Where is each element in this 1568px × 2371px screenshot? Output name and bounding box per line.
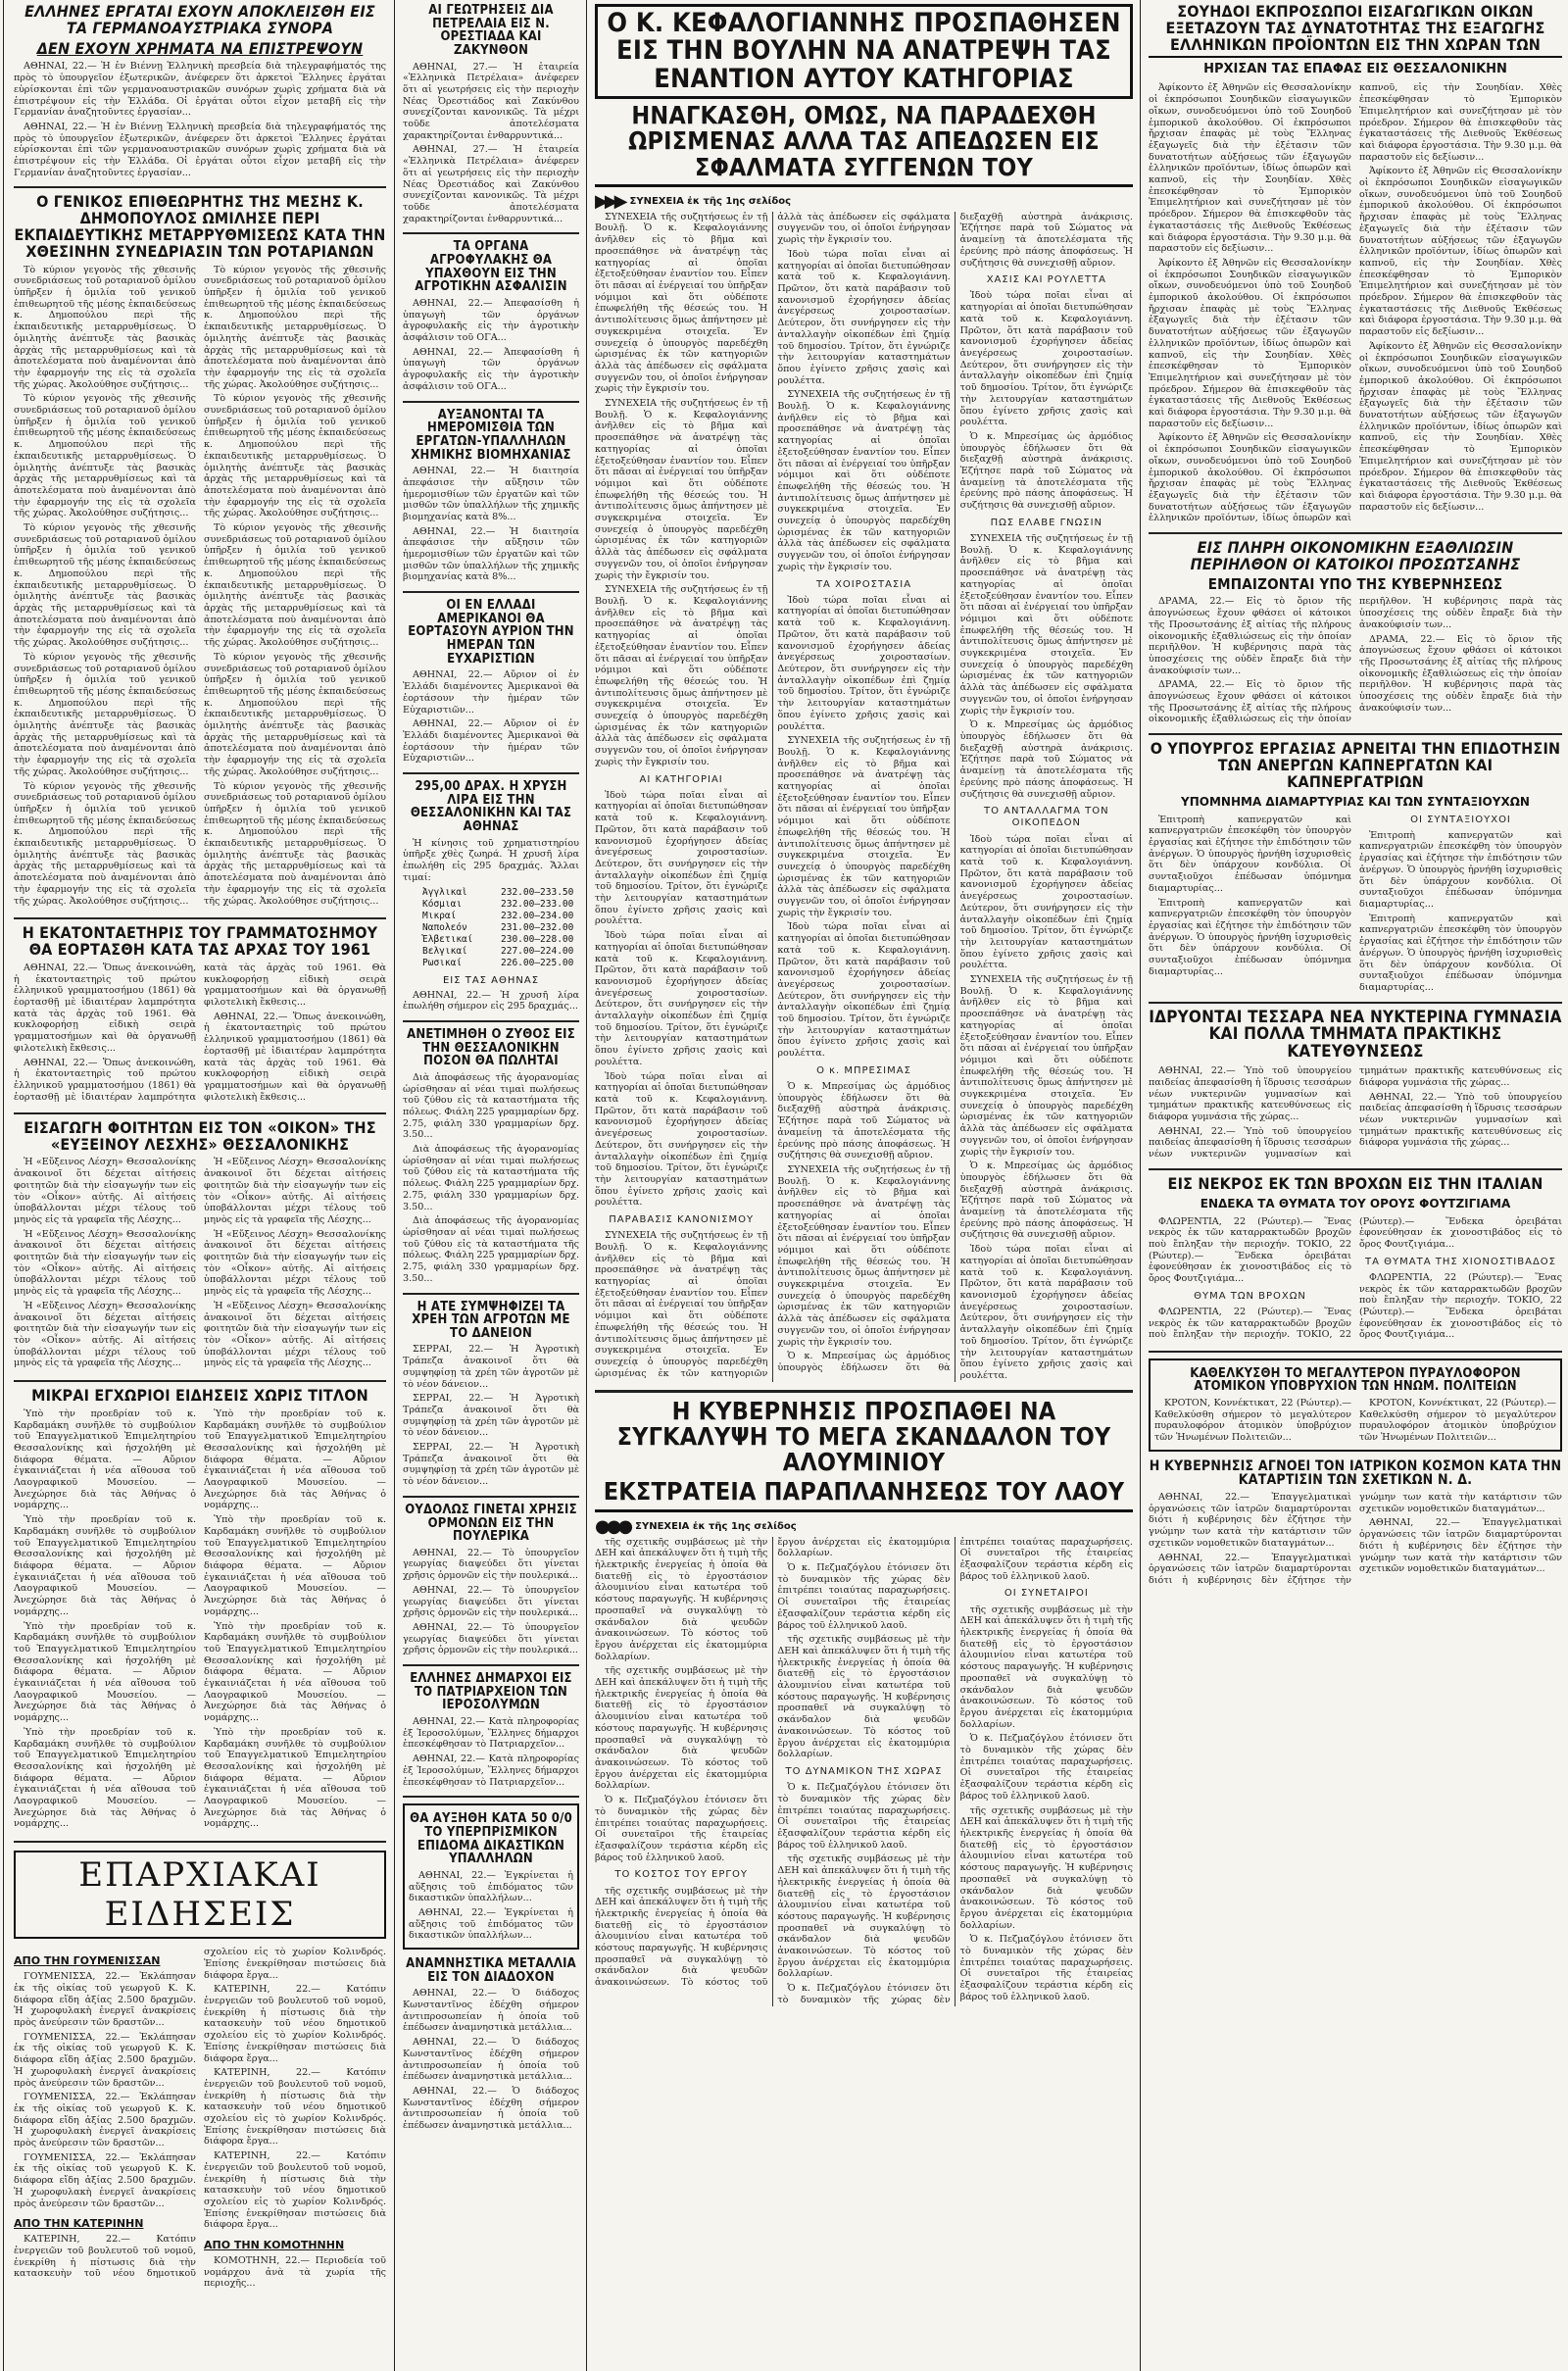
lead-columns: [589, 0, 1139, 2371]
article-body: ΔΡΑΜΑ, 22.— Εἰς τὸ ὅριον τῆς ἀπογνώσεως ἔχουν φθάσει οἱ κάτοικοι τῆς Προσωτσάνης ἐξ αἰτίας τῆς πλήρους οἰκονομικῆς ἐξαθλιώσεως εἰς τὴν ὁποίαν περιῆλθον. Ἡ κυβέρνησις παρὰ τὰς ὑποσχέσεις της οὐδὲν ἔπραξε διὰ τὴν ἀνακούφισίν των... ΔΡΑΜΑ, 22.— Εἰς τὸ ὅριον τῆς ἀπογνώσεως ἔχουν φθάσει οἱ κάτοικοι τῆς Προσωτσάνης ἐξ αἰτίας τῆς πλήρους οἰκονομικῆς ἐξαθλιώσεως εἰς τὴν ὁποίαν περιῆλθον. Ἡ κυβέρνησις παρὰ τὰς ὑποσχέσεις της οὐδὲν ἔπραξε διὰ τὴν ἀνακούφισίν των... ΔΡΑΜΑ, 22.— Εἰς τὸ ὅριον τῆς ἀπογνώσεως ἔχουν φθάσει οἱ κάτοικοι τῆς Προσωτσάνης ἐξ αἰτίας τῆς πλήρους οἰκονομικῆς ἐξαθλιώσεως εἰς τὴν ὁποίαν περιῆλθον. Ἡ κυβέρνησις παρὰ τὰς ὑποσχέσεις της οὐδὲν ἔπραξε διὰ τὴν ἀνακούφισίν των...: [1149, 596, 1562, 725]
subheadline: ΥΠΟΜΝΗΜΑ ΔΙΑΜΑΡΤΥΡΙΑΣ ΚΑΙ ΤΩΝ ΣΥΝΤΑΞΙΟΥΧΩΝ: [1181, 794, 1530, 809]
article: [1149, 1173, 1562, 1343]
column-5: [1143, 0, 1568, 2371]
article-body: ΑΘΗΝΑΙ, 22.— Ἡ ἐν Βιέννῃ Ἑλληνικὴ πρεσβεία διὰ τηλεγραφήματός της πρὸς τὸ ὑπουργεῖον ἐξωτερικῶν, ἀνέφερεν ὅτι ἀρκετοὶ Ἕλληνες ἐργάται εὑρίσκονται ἐπὶ τῶν γερμανοαυστριακῶν συνόρων χωρὶς χρήματα διὰ νὰ ἐπιστρέψουν εἰς τὴν Ἑλλάδα. Οἱ ἐργάται οὗτοι εἶχον μεταβῆ εἰς τὴν Γερμανίαν ἀναζητοῦντες ἐργασίαν... ΑΘΗΝΑΙ, 22.— Ἡ ἐν Βιέννῃ Ἑλληνικὴ πρεσβεία διὰ τηλεγραφήματός της πρὸς τὸ ὑπουργεῖον ἐξωτερικῶν, ἀνέφερεν ὅτι ἀρκετοὶ Ἕλληνες ἐργάται εὑρίσκονται ἐπὶ τῶν γερμανοαυστριακῶν συνόρων χωρὶς χρήματα διὰ νὰ ἐπιστρέψουν εἰς τὴν Ἑλλάδα. Οἱ ἐργάται οὗτοι εἶχον μεταβῆ εἰς τὴν Γερμανίαν ἀναζητοῦντες ἐργασίαν...: [14, 61, 386, 178]
headline: Ο ΓΕΝΙΚΟΣ ΕΠΙΘΕΩΡΗΤΗΣ ΤΗΣ ΜΕΣΗΣ Κ. ΔΗΜΟΠΟΥΛΟΣ ΩΜΙΛΗΣΕ ΠΕΡΙ ΕΚΠΑΙΔΕΥΤΙΚΗΣ ΜΕΤΑΡΡΥΘΜΙΣΕΩΣ ΚΑΤΑ ΤΗΝ ΧΘΕΣΙΝΗΝ ΣΥΝΕΔΡΙΑΣΙΝ ΤΩΝ ΡΟΤΑΡΙΑΝΩΝ: [14, 192, 386, 261]
table-row: Ἑλβετικαί 230.00—228.00: [422, 933, 574, 945]
article: [14, 1117, 386, 1372]
headline: ΑΝΕΤΙΜΗΘΗ Ο ΖΥΘΟΣ ΕΙΣ ΤΗΝ ΘΕΣΣΑΛΟΝΙΚΗΝ ΠΟΣΟΝ ΘΑ ΠΩΛΗΤΑΙ: [407, 1026, 575, 1069]
article-body: ΚΡΟΤΟΝ, Κοννέκτικατ, 22 (Ρώυτερ).— Καθελκύσθη σήμερον τὸ μεγαλύτερον πυραυλοφόρον ἀτομικὸν ὑποβρύχιον τῶν Ἡνωμένων Πολιτειῶν... ΚΡΟΤΟΝ, Κοννέκτικατ, 22 (Ρώυτερ).— Καθελκύσθη σήμερον τὸ μεγαλύτερον πυραυλοφόρον ἀτομικὸν ὑποβρύχιον τῶν Ἡνωμένων Πολιτειῶν...: [1154, 1397, 1556, 1443]
headline: ΕΛΛΗΝΕΣ ΔΗΜΑΡΧΟΙ ΕΙΣ ΤΟ ΠΑΤΡΙΑΡΧΕΙΟΝ ΤΩΝ ΙΕΡΟΣΟΛΥΜΩΝ: [410, 1671, 572, 1713]
subheadline: ΕΜΠΑΙΖΟΝΤΑΙ ΥΠΟ ΤΗΣ ΚΥΒΕΡΝΗΣΕΩΣ: [1207, 574, 1503, 593]
article: [403, 1672, 579, 1788]
continuation-marker: ▶▶▶ ΣΥΝΕΧΕΙΑ ἐκ τῆς 1ης σελίδος: [595, 190, 792, 212]
article-body: Ἀφίκοντο ἐξ Ἀθηνῶν εἰς Θεσσαλονίκην οἱ ἐκπρόσωποι Σουηδικῶν εἰσαγωγικῶν οἴκων, συνοδευόμενοι ὑπὸ τοῦ Σουηδοῦ ἐμπορικοῦ ἀκολούθου. Οἱ ἐκπρόσωποι ἤρχισαν ἐπαφὰς μὲ τοὺς Ἕλληνας ἐξαγωγεῖς διὰ τὴν ἐξέτασιν τῶν δυνατοτήτων αὐξήσεως τῶν ἐξαγωγῶν ἑλληνικῶν προϊόντων, ἰδίως ὀπωρῶν καὶ καπνοῦ, εἰς τὴν Σουηδίαν. Χθὲς ἐπεσκέφθησαν τὸ Ἐμπορικὸν Ἐπιμελητήριον καὶ συνεζήτησαν μὲ τὸν πρόεδρον. Σήμερον θὰ ἐπισκεφθοῦν τὰς ἐγκαταστάσεις τῆς Διεθνοῦς Ἐκθέσεως καὶ διάφορα ἐργοστάσια. Τὴν 9.30 μ.μ. θὰ παραστοῦν εἰς δεξίωσιν... Ἀφίκοντο ἐξ Ἀθηνῶν εἰς Θεσσαλονίκην οἱ ἐκπρόσωποι Σουηδικῶν εἰσαγωγικῶν οἴκων, συνοδευόμενοι ὑπὸ τοῦ Σουηδοῦ ἐμπορικοῦ ἀκολούθου. Οἱ ἐκπρόσωποι ἤρχισαν ἐπαφὰς μὲ τοὺς Ἕλληνας ἐξαγωγεῖς διὰ τὴν ἐξέτασιν τῶν δυνατοτήτων αὐξήσεως τῶν ἐξαγωγῶν ἑλληνικῶν προϊόντων, ἰδίως ὀπωρῶν καὶ καπνοῦ, εἰς τὴν Σουηδίαν. Χθὲς ἐπεσκέφθησαν τὸ Ἐμπορικὸν Ἐπιμελητήριον καὶ συνεζήτησαν μὲ τὸν πρόεδρον. Σήμερον θὰ ἐπισκεφθοῦν τὰς ἐγκαταστάσεις τῆς Διεθνοῦς Ἐκθέσεως καὶ διάφορα ἐργοστάσια. Τὴν 9.30 μ.μ. θὰ παραστοῦν εἰς δεξίωσιν... Ἀφίκοντο ἐξ Ἀθηνῶν εἰς Θεσσαλονίκην οἱ ἐκπρόσωποι Σουηδικῶν εἰσαγωγικῶν οἴκων, συνοδευόμενοι ὑπὸ τοῦ Σουηδοῦ ἐμπορικοῦ ἀκολούθου. Οἱ ἐκπρόσωποι ἤρχισαν ἐπαφὰς μὲ τοὺς Ἕλληνας ἐξαγωγεῖς διὰ τὴν ἐξέτασιν τῶν δυνατοτήτων αὐξήσεως τῶν ἐξαγωγῶν ἑλληνικῶν προϊόντων, ἰδίως ὀπωρῶν καὶ καπνοῦ, εἰς τὴν Σουηδίαν. Χθὲς ἐπεσκέφθησαν τὸ Ἐμπορικὸν Ἐπιμελητήριον καὶ συνεζήτησαν μὲ τὸν πρόεδρον. Σήμερον θὰ ἐπισκεφθοῦν τὰς ἐγκαταστάσεις τῆς Διεθνοῦς Ἐκθέσεως καὶ διάφορα ἐργοστάσια. Τὴν 9.30 μ.μ. θὰ παραστοῦν εἰς δεξίωσιν... Ἀφίκοντο ἐξ Ἀθηνῶν εἰς Θεσσαλονίκην οἱ ἐκπρόσωποι Σουηδικῶν εἰσαγωγικῶν οἴκων, συνοδευόμενοι ὑπὸ τοῦ Σουηδοῦ ἐμπορικοῦ ἀκολούθου. Οἱ ἐκπρόσωποι ἤρχισαν ἐπαφὰς μὲ τοὺς Ἕλληνας ἐξαγωγεῖς διὰ τὴν ἐξέτασιν τῶν δυνατοτήτων αὐξήσεως τῶν ἐξαγωγῶν ἑλληνικῶν προϊόντων, ἰδίως ὀπωρῶν καὶ καπνοῦ, εἰς τὴν Σουηδίαν. Χθὲς ἐπεσκέφθησαν τὸ Ἐμπορικὸν Ἐπιμελητήριον καὶ συνεζήτησαν μὲ τὸν πρόεδρον. Σήμερον θὰ ἐπισκεφθοῦν τὰς ἐγκαταστάσεις τῆς Διεθνοῦς Ἐκθέσεως καὶ διάφορα ἐργοστάσια. Τὴν 9.30 μ.μ. θὰ παραστοῦν εἰς δεξίωσιν... Ἀφίκοντο ἐξ Ἀθηνῶν εἰς Θεσσαλονίκην οἱ ἐκπρόσωποι Σουηδικῶν εἰσαγωγικῶν οἴκων, συνοδευόμενοι ὑπὸ τοῦ Σουηδοῦ ἐμπορικοῦ ἀκολούθου. Οἱ ἐκπρόσωποι ἤρχισαν ἐπαφὰς μὲ τοὺς Ἕλληνας ἐξαγωγεῖς διὰ τὴν ἐξέτασιν τῶν δυνατοτήτων αὐξήσεως τῶν ἐξαγωγῶν ἑλληνικῶν προϊόντων, ἰδίως ὀπωρῶν καὶ καπνοῦ, εἰς τὴν Σουηδίαν. Χθὲς ἐπεσκέφθησαν τὸ Ἐμπορικὸν Ἐπιμελητήριον καὶ συνεζήτησαν μὲ τὸν πρόεδρον. Σήμερον θὰ ἐπισκεφθοῦν τὰς ἐγκαταστάσεις τῆς Διεθνοῦς Ἐκθέσεως καὶ διάφορα ἐργοστάσια. Τὴν 9.30 μ.μ. θὰ παραστοῦν εἰς δεξίωσιν...: [1149, 82, 1562, 524]
article: [1149, 1459, 1562, 1587]
subheading: ΟΙ ΣΥΝΤΑΞΙΟΥΧΟΙ: [1410, 814, 1511, 825]
headline: ΟΙ ΕΝ ΕΛΛΑΔΙ ΑΜΕΡΙΚΑΝΟΙ ΘΑ ΕΟΡΤΑΣΟΥΝ ΑΥΡΙΟΝ ΤΗΝ ΗΜΕΡΑΝ ΤΩΝ ΕΥΧΑΡΙΣΤΙΩΝ: [408, 598, 574, 667]
table-row: Μικραί 232.00—234.00: [422, 911, 574, 922]
table-row: Βελγικαί 227.00—224.00: [422, 945, 574, 957]
article: [403, 4, 579, 224]
headline: Ο ΥΠΟΥΡΓΟΣ ΕΡΓΑΣΙΑΣ ΑΡΝΕΙΤΑΙ ΤΗΝ ΕΠΙΔΟΤΗΣΙΝ ΤΩΝ ΑΝΕΡΓΩΝ ΚΑΠΝΕΡΓΑΤΩΝ ΚΑΙ ΚΑΠΝΕΡΓΑΤΡΙΩΝ: [1150, 739, 1561, 791]
article: [1149, 540, 1562, 725]
article: [1149, 1358, 1562, 1452]
article: [403, 409, 579, 584]
table-row: Ναπολεόν 231.00—232.00: [422, 922, 574, 934]
column-rule: [1140, 0, 1141, 2371]
headline: ΣΟΥΗΔΟΙ ΕΚΠΡΟΣΩΠΟΙ ΕΙΣΑΓΩΓΙΚΩΝ ΟΙΚΩΝ ΕΞΕΤΑΖΟΥΝ ΤΑΣ ΔΥΝΑΤΟΤΗΤΑΣ ΤΗΣ ΕΞΑΓΩΓΗΣ ΕΛΛΗΝΙΚΩΝ ΠΡΟΪΟΝΤΩΝ ΕΙΣ ΤΗΝ ΧΩΡΑΝ ΤΩΝ: [1149, 4, 1562, 58]
column-1: [8, 0, 392, 2371]
article-body: ΓΟΥΜΕΝΙΣΣΑ, 22.— Ἐκλάπησαν ἐκ τῆς οἰκίας τοῦ γεωργοῦ Κ. Κ. διάφορα εἴδη ἀξίας 2.500 δραχμῶν. Ἡ χωροφυλακὴ ἐνεργεῖ ἀνακρίσεις πρὸς ἀνεύρεσιν τῶν δραστῶν... ΓΟΥΜΕΝΙΣΣΑ, 22.— Ἐκλάπησαν ἐκ τῆς οἰκίας τοῦ γεωργοῦ Κ. Κ. διάφορα εἴδη ἀξίας 2.500 δραχμῶν. Ἡ χωροφυλακὴ ἐνεργεῖ ἀνακρίσεις πρὸς ἀνεύρεσιν τῶν δραστῶν... ΓΟΥΜΕΝΙΣΣΑ, 22.— Ἐκλάπησαν ἐκ τῆς οἰκίας τοῦ γεωργοῦ Κ. Κ. διάφορα εἴδη ἀξίας 2.500 δραχμῶν. Ἡ χωροφυλακὴ ἐνεργεῖ ἀνακρίσεις πρὸς ἀνεύρεσιν τῶν δραστῶν... ΓΟΥΜΕΝΙΣΣΑ, 22.— Ἐκλάπησαν ἐκ τῆς οἰκίας τοῦ γεωργοῦ Κ. Κ. διάφορα εἴδη ἀξίας 2.500 δραχμῶν. Ἡ χωροφυλακὴ ἐνεργεῖ ἀνακρίσεις πρὸς ἀνεύρεσιν τῶν δραστῶν...: [14, 1971, 196, 2209]
city-heading: ΑΠΟ ΤΗΝ ΚΟΜΟΤΗΝΗΝ: [204, 2239, 345, 2252]
article: [14, 194, 386, 910]
article: [14, 4, 386, 178]
subheading: ΠΩΣ ΕΛΑΒΕ ΓΝΩΣΙΝ: [990, 517, 1103, 528]
table-row: Ρωσικαί 226.00—225.00: [422, 957, 574, 968]
column-rule: [586, 0, 587, 2371]
article-body: Ἡ κίνησις τοῦ χρηματιστηρίου ὑπῆρξε χθὲς ζωηρά. Ἡ χρυσῆ λίρα ἐπωλήθη εἰς 295 δραχμάς. Ἄλλαι τιμαί:: [403, 837, 579, 883]
headline: ΟΥΔΟΛΩΣ ΓΙΝΕΤΑΙ ΧΡΗΣΙΣ ΟΡΜΟΝΩΝ ΕΙΣ ΤΗΝ ΠΟΥΛΕΡΙΚΑ: [405, 1502, 577, 1545]
article-body: ΣΕΡΡΑΙ, 22.— Ἡ Ἀγροτικὴ Τράπεζα ἀνακοινοῖ ὅτι θὰ συμψηφίσῃ τὰ χρέη τῶν ἀγροτῶν μὲ τὸ νέον δάνειον... ΣΕΡΡΑΙ, 22.— Ἡ Ἀγροτικὴ Τράπεζα ἀνακοινοῖ ὅτι θὰ συμψηφίσῃ τὰ χρέη τῶν ἀγροτῶν μὲ τὸ νέον δάνειον... ΣΕΡΡΑΙ, 22.— Ἡ Ἀγροτικὴ Τράπεζα ἀνακοινοῖ ὅτι θὰ συμψηφίσῃ τὰ χρέη τῶν ἀγροτῶν μὲ τὸ νέον δάνειον...: [403, 1344, 579, 1488]
subheading: ΤΟ ΑΝΤΑΛΛΑΓΜΑ ΤΟΝ ΟΙΚΟΠΕΔΟΝ: [984, 806, 1109, 829]
subheading: ΠΑΡΑΒΑΣΙΣ ΚΑΝΟΝΙΣΜΟΥ: [609, 1214, 755, 1226]
headline: ΕΙΣΑΓΩΓΗ ΦΟΙΤΗΤΩΝ ΕΙΣ ΤΟΝ «ΟΙΚΟΝ» ΤΗΣ «ΕΥΞΕΙΝΟΥ ΛΕΣΧΗΣ» ΘΕΣΣΑΛΟΝΙΚΗΣ: [24, 1117, 376, 1154]
article-body: ΑΘΗΝΑΙ, 22.— Ἐπαγγελματικαὶ ὀργανώσεις τῶν ἰατρῶν διαμαρτύρονται διότι ἡ κυβέρνησις δὲν ἐζήτησε τὴν γνώμην των κατὰ τὴν κατάρτισιν τῶν σχετικῶν νομοθετικῶν διαταγμάτων... ΑΘΗΝΑΙ, 22.— Ἐπαγγελματικαὶ ὀργανώσεις τῶν ἰατρῶν διαμαρτύρονται διότι ἡ κυβέρνησις δὲν ἐζήτησε τὴν γνώμην των κατὰ τὴν κατάρτισιν τῶν σχετικῶν νομοθετικῶν διαταγμάτων... ΑΘΗΝΑΙ, 22.— Ἐπαγγελματικαὶ ὀργανώσεις τῶν ἰατρῶν διαμαρτύρονται διότι ἡ κυβέρνησις δὲν ἐζήτησε τὴν γνώμην των κατὰ τὴν κατάρτισιν τῶν σχετικῶν νομοθετικῶν διαταγμάτων...: [1149, 1492, 1562, 1586]
article-body: ΚΟΜΟΤΗΝΗ, 22.— Περιοδεία τοῦ νομάρχου ἀνὰ τὰ χωρία τῆς περιοχῆς...: [204, 2255, 386, 2290]
lead-article: [595, 4, 1133, 1382]
subheadline: ΕΚΣΤΡΑΤΕΙΑ ΠΑΡΑΠΛΑΝΗΣΕΩΣ ΤΟΥ ΛΑΟΥ: [595, 1479, 1133, 1511]
article-body: ΑΘΗΝΑΙ, 22.— Ὑπὸ τοῦ ὑπουργείου παιδείας ἀπεφασίσθη ἡ ἵδρυσις τεσσάρων νέων νυκτερινῶν γυμνασίων καὶ τμημάτων πρακτικῆς κατευθύνσεως εἰς διάφορα γυμνάσια τῆς χώρας... ΑΘΗΝΑΙ, 22.— Ὑπὸ τοῦ ὑπουργείου παιδείας ἀπεφασίσθη ἡ ἵδρυσις τεσσάρων νέων νυκτερινῶν γυμνασίων καὶ τμημάτων πρακτικῆς κατευθύνσεως εἰς διάφορα γυμνάσια τῆς χώρας... ΑΘΗΝΑΙ, 22.— Ὑπὸ τοῦ ὑπουργείου παιδείας ἀπεφασίσθη ἡ ἵδρυσις τεσσάρων νέων νυκτερινῶν γυμνασίων καὶ τμημάτων πρακτικῆς κατευθύνσεως εἰς διάφορα γυμνάσια τῆς χώρας...: [1149, 1065, 1562, 1161]
article: [403, 780, 579, 1013]
headline: ΙΔΡΥΟΝΤΑΙ ΤΕΣΣΑΡΑ ΝΕΑ ΝΥΚΤΕΡΙΝΑ ΓΥΜΝΑΣΙΑ ΚΑΙ ΠΟΛΛΑ ΤΜΗΜΑΤΑ ΠΡΑΚΤΙΚΗΣ ΚΑΤΕΥΘΥΝΣΕΩΣ: [1149, 1007, 1562, 1062]
headline: ΤΑ ΟΡΓΑΝΑ ΑΓΡΟΦΥΛΑΚΗΣ ΘΑ ΥΠΑΧΘΟΥΝ ΕΙΣ ΤΗΝ ΑΓΡΟΤΙΚΗΝ ΑΣΦΑΛΙΣΙΝ: [415, 239, 567, 295]
article: [403, 1504, 579, 1656]
subheading: ΑΙ ΚΑΤΗΓΟΡΙΑΙ: [639, 773, 723, 785]
headline: Η ΑΤΕ ΣΥΜΨΗΦΙΖΕΙ ΤΑ ΧΡΕΗ ΤΩΝ ΑΓΡΟΤΩΝ ΜΕ ΤΟ ΔΑΝΕΙΟΝ: [412, 1299, 570, 1341]
article-body: ΑΘΗΝΑΙ, 27.— Ἡ ἑταιρεία «Ἑλληνικὰ Πετρέλαια» ἀνέφερεν ὅτι αἱ γεωτρήσεις εἰς τὴν περιοχὴν Νέας Ὀρεστιάδος καὶ Ζακύνθου συνεχίζονται κανονικῶς. Τὰ μέχρι τοῦδε ἀποτελέσματα χαρακτηρίζονται ἐνθαρρυντικά... ΑΘΗΝΑΙ, 27.— Ἡ ἑταιρεία «Ἑλληνικὰ Πετρέλαια» ἀνέφερεν ὅτι αἱ γεωτρήσεις εἰς τὴν περιοχὴν Νέας Ὀρεστιάδος καὶ Ζακύνθου συνεχίζονται κανονικῶς. Τὰ μέχρι τοῦδε ἀποτελέσματα χαρακτηρίζονται ἐνθαρρυντικά...: [403, 61, 579, 224]
arrows-icon: ▶▶▶: [595, 190, 624, 212]
article: [14, 925, 386, 1105]
subheading: ΧΑΣΙΣ ΚΑΙ ΡΟΥΛΕΤΤΑ: [986, 274, 1106, 286]
headline: ΕΙΣ ΠΛΗΡΗ ΟΙΚΟΝΟΜΙΚΗΝ ΕΞΑΘΛΙΩΣΙΝ ΠΕΡΙΗΛΘΟΝ ΟΙ ΚΑΤΟΙΚΟΙ ΠΡΟΣΩΤΣΑΝΗΣ: [1190, 538, 1521, 573]
article: [403, 240, 579, 392]
headline: ΑΝΑΜΝΗΣΤΙΚΑ ΜΕΤΑΛΛΙΑ ΕΙΣ ΤΟΝ ΔΙΑΔΟΧΟΝ: [406, 1956, 576, 1985]
lead-headline: Ο Κ. ΚΕΦΑΛΟΓΙΑΝΝΗΣ ΠΡΟΣΠΑΘΗΣΕΝ ΕΙΣ ΤΗΝ ΒΟΥΛΗΝ ΝΑ ΑΝΑΤΡΕΨΗ ΤΑΣ ΕΝΑΝΤΙΟΝ ΑΥΤΟΥ ΚΑΤΗΓΟΡΙΑΣ: [595, 4, 1133, 99]
article-body: ΑΘΗΝΑΙ, 22.— Ἀπεφασίσθη ἡ ὑπαγωγὴ τῶν ὀργάνων ἀγροφυλακῆς εἰς τὴν ἀγροτικὴν ἀσφάλισιν τοῦ ΟΓΑ... ΑΘΗΝΑΙ, 22.— Ἀπεφασίσθη ἡ ὑπαγωγὴ τῶν ὀργάνων ἀγροφυλακῆς εἰς τὴν ἀγροτικὴν ἀσφάλισιν τοῦ ΟΓΑ...: [403, 297, 579, 392]
article: [403, 599, 579, 765]
headline: Η ΚΥΒΕΡΝΗΣΙΣ ΠΡΟΣΠΑΘΕΙ ΝΑ ΣΥΓΚΑΛΥΨΗ ΤΟ ΜΕΓΑ ΣΚΑΝΔΑΛΟΝ ΤΟΥ ΑΛΟΥΜΙΝΙΟΥ: [616, 1396, 1111, 1477]
article-body: ΑΘΗΝΑΙ, 22.— Κατὰ πληροφορίας ἐξ Ἱεροσολύμων, Ἕλληνες δήμαρχοι ἐπεσκέφθησαν τὸ Πατριαρχεῖον... ΑΘΗΝΑΙ, 22.— Κατὰ πληροφορίας ἐξ Ἱεροσολύμων, Ἕλληνες δήμαρχοι ἐπεσκέφθησαν τὸ Πατριαρχεῖον...: [403, 1716, 579, 1788]
article-body: Τὸ κύριον γεγονὸς τῆς χθεσινῆς συνεδριάσεως τοῦ ροταριανοῦ ὁμίλου ὑπῆρξεν ἡ ὁμιλία τοῦ γενικοῦ ἐπιθεωρητοῦ τῆς μέσης ἐκπαιδεύσεως κ. Δημοπούλου περὶ τῆς ἐκπαιδευτικῆς μεταρρυθμίσεως. Ὁ ὁμιλητὴς ἀνέπτυξε τὰς βασικὰς ἀρχὰς τῆς μεταρρυθμίσεως καὶ τὰ ἀποτελέσματα ποὺ ἀναμένονται ἀπὸ τὴν ἐφαρμογήν της εἰς τὰ σχολεῖα τῆς χώρας. Ἀκολούθησε συζήτησις... Τὸ κύριον γεγονὸς τῆς χθεσινῆς συνεδριάσεως τοῦ ροταριανοῦ ὁμίλου ὑπῆρξεν ἡ ὁμιλία τοῦ γενικοῦ ἐπιθεωρητοῦ τῆς μέσης ἐκπαιδεύσεως κ. Δημοπούλου περὶ τῆς ἐκπαιδευτικῆς μεταρρυθμίσεως. Ὁ ὁμιλητὴς ἀνέπτυξε τὰς βασικὰς ἀρχὰς τῆς μεταρρυθμίσεως καὶ τὰ ἀποτελέσματα ποὺ ἀναμένονται ἀπὸ τὴν ἐφαρμογήν της εἰς τὰ σχολεῖα τῆς χώρας. Ἀκολούθησε συζήτησις... Τὸ κύριον γεγονὸς τῆς χθεσινῆς συνεδριάσεως τοῦ ροταριανοῦ ὁμίλου ὑπῆρξεν ἡ ὁμιλία τοῦ γενικοῦ ἐπιθεωρητοῦ τῆς μέσης ἐκπαιδεύσεως κ. Δημοπούλου περὶ τῆς ἐκπαιδευτικῆς μεταρρυθμίσεως. Ὁ ὁμιλητὴς ἀνέπτυξε τὰς βασικὰς ἀρχὰς τῆς μεταρρυθμίσεως καὶ τὰ ἀποτελέσματα ποὺ ἀναμένονται ἀπὸ τὴν ἐφαρμογήν της εἰς τὰ σχολεῖα τῆς χώρας. Ἀκολούθησε συζήτησις... Τὸ κύριον γεγονὸς τῆς χθεσινῆς συνεδριάσεως τοῦ ροταριανοῦ ὁμίλου ὑπῆρξεν ἡ ὁμιλία τοῦ γενικοῦ ἐπιθεωρητοῦ τῆς μέσης ἐκπαιδεύσεως κ. Δημοπούλου περὶ τῆς ἐκπαιδευτικῆς μεταρρυθμίσεως. Ὁ ὁμιλητὴς ἀνέπτυξε τὰς βασικὰς ἀρχὰς τῆς μεταρρυθμίσεως καὶ τὰ ἀποτελέσματα ποὺ ἀναμένονται ἀπὸ τὴν ἐφαρμογήν της εἰς τὰ σχολεῖα τῆς χώρας. Ἀκολούθησε συζήτησις... Τὸ κύριον γεγονὸς τῆς χθεσινῆς συνεδριάσεως τοῦ ροταριανοῦ ὁμίλου ὑπῆρξεν ἡ ὁμιλία τοῦ γενικοῦ ἐπιθεωρητοῦ τῆς μέσης ἐκπαιδεύσεως κ. Δημοπούλου περὶ τῆς ἐκπαιδευτικῆς μεταρρυθμίσεως. Ὁ ὁμιλητὴς ἀνέπτυξε τὰς βασικὰς ἀρχὰς τῆς μεταρρυθμίσεως καὶ τὰ ἀποτελέσματα ποὺ ἀναμένονται ἀπὸ τὴν ἐφαρμογήν της εἰς τὰ σχολεῖα τῆς χώρας. Ἀκολούθησε συζήτησις... Τὸ κύριον γεγονὸς τῆς χθεσινῆς συνεδριάσεως τοῦ ροταριανοῦ ὁμίλου ὑπῆρξεν ἡ ὁμιλία τοῦ γενικοῦ ἐπιθεωρητοῦ τῆς μέσης ἐκπαιδεύσεως κ. Δημοπούλου περὶ τῆς ἐκπαιδευτικῆς μεταρρυθμίσεως. Ὁ ὁμιλητὴς ἀνέπτυξε τὰς βασικὰς ἀρχὰς τῆς μεταρρυθμίσεως καὶ τὰ ἀποτελέσματα ποὺ ἀναμένονται ἀπὸ τὴν ἐφαρμογήν της εἰς τὰ σχολεῖα τῆς χώρας. Ἀκολούθησε συζήτησις... Τὸ κύριον γεγονὸς τῆς χθεσινῆς συνεδριάσεως τοῦ ροταριανοῦ ὁμίλου ὑπῆρξεν ἡ ὁμιλία τοῦ γενικοῦ ἐπιθεωρητοῦ τῆς μέσης ἐκπαιδεύσεως κ. Δημοπούλου περὶ τῆς ἐκπαιδευτικῆς μεταρρυθμίσεως. Ὁ ὁμιλητὴς ἀνέπτυξε τὰς βασικὰς ἀρχὰς τῆς μεταρρυθμίσεως καὶ τὰ ἀποτελέσματα ποὺ ἀναμένονται ἀπὸ τὴν ἐφαρμογήν της εἰς τὰ σχολεῖα τῆς χώρας. Ἀκολούθησε συζήτησις... Τὸ κύριον γεγονὸς τῆς χθεσινῆς συνεδριάσεως τοῦ ροταριανοῦ ὁμίλου ὑπῆρξεν ἡ ὁμιλία τοῦ γενικοῦ ἐπιθεωρητοῦ τῆς μέσης ἐκπαιδεύσεως κ. Δημοπούλου περὶ τῆς ἐκπαιδευτικῆς μεταρρυθμίσεως. Ὁ ὁμιλητὴς ἀνέπτυξε τὰς βασικὰς ἀρχὰς τῆς μεταρρυθμίσεως καὶ τὰ ἀποτελέσματα ποὺ ἀναμένονται ἀπὸ τὴν ἐφαρμογήν της εἰς τὰ σχολεῖα τῆς χώρας. Ἀκολούθησε συζήτησις... Τὸ κύριον γεγονὸς τῆς χθεσινῆς συνεδριάσεως τοῦ ροταριανοῦ ὁμίλου ὑπῆρξεν ἡ ὁμιλία τοῦ γενικοῦ ἐπιθεωρητοῦ τῆς μέσης ἐκπαιδεύσεως κ. Δημοπούλου περὶ τῆς ἐκπαιδευτικῆς μεταρρυθμίσεως. Ὁ ὁμιλητὴς ἀνέπτυξε τὰς βασικὰς ἀρχὰς τῆς μεταρρυθμίσεως καὶ τὰ ἀποτελέσματα ποὺ ἀναμένονται ἀπὸ τὴν ἐφαρμογήν της εἰς τὰ σχολεῖα τῆς χώρας. Ἀκολούθησε συζήτησις... Τὸ κύριον γεγονὸς τῆς χθεσινῆς συνεδριάσεως τοῦ ροταριανοῦ ὁμίλου ὑπῆρξεν ἡ ὁμιλία τοῦ γενικοῦ ἐπιθεωρητοῦ τῆς μέσης ἐκπαιδεύσεως κ. Δημοπούλου περὶ τῆς ἐκπαιδευτικῆς μεταρρυθμίσεως. Ὁ ὁμιλητὴς ἀνέπτυξε τὰς βασικὰς ἀρχὰς τῆς μεταρρυθμίσεως καὶ τὰ ἀποτελέσματα ποὺ ἀναμένονται ἀπὸ τὴν ἐφαρμογήν της εἰς τὰ σχολεῖα τῆς χώρας. Ἀκολούθησε συζήτησις...: [14, 264, 386, 907]
article-body: ΑΘΗΝΑΙ, 22.— Ὁ διάδοχος Κωνσταντῖνος ἐδέχθη σήμερον ἀντιπροσωπείαν ἡ ὁποία τοῦ ἐπέδωσεν ἀναμνηστικὰ μετάλλια... ΑΘΗΝΑΙ, 22.— Ὁ διάδοχος Κωνσταντῖνος ἐδέχθη σήμερον ἀντιπροσωπείαν ἡ ὁποία τοῦ ἐπέδωσεν ἀναμνηστικὰ μετάλλια... ΑΘΗΝΑΙ, 22.— Ὁ διάδοχος Κωνσταντῖνος ἐδέχθη σήμερον ἀντιπροσωπείαν ἡ ὁποία τοῦ ἐπέδωσεν ἀναμνηστικὰ μετάλλια...: [403, 1988, 579, 2132]
table-row: Ἀγγλικαὶ 232.00—233.50: [422, 887, 574, 899]
article-body: ΑΘΗΝΑΙ, 22.— Ὅπως ἀνεκοινώθη, ἡ ἑκατονταετηρὶς τοῦ πρώτου ἑλληνικοῦ γραμματοσήμου (1861) θὰ ἑορτασθῇ μὲ ἰδιαιτέραν λαμπρότητα κατὰ τὰς ἀρχὰς τοῦ 1961. Θὰ κυκλοφορήσῃ εἰδικὴ σειρὰ γραμματοσήμων καὶ θὰ ὀργανωθῇ φιλοτελικὴ ἔκθεσις... ΑΘΗΝΑΙ, 22.— Ὅπως ἀνεκοινώθη, ἡ ἑκατονταετηρὶς τοῦ πρώτου ἑλληνικοῦ γραμματοσήμου (1861) θὰ ἑορτασθῇ μὲ ἰδιαιτέραν λαμπρότητα κατὰ τὰς ἀρχὰς τοῦ 1961. Θὰ κυκλοφορήσῃ εἰδικὴ σειρὰ γραμματοσήμων καὶ θὰ ὀργανωθῇ φιλοτελικὴ ἔκθεσις... ΑΘΗΝΑΙ, 22.— Ὅπως ἀνεκοινώθη, ἡ ἑκατονταετηρὶς τοῦ πρώτου ἑλληνικοῦ γραμματοσήμου (1861) θὰ ἑορτασθῇ μὲ ἰδιαιτέραν λαμπρότητα κατὰ τὰς ἀρχὰς τοῦ 1961. Θὰ κυκλοφορήσῃ εἰδικὴ σειρὰ γραμματοσήμων καὶ θὰ ὀργανωθῇ φιλοτελικὴ ἔκθεσις...: [14, 962, 386, 1103]
article: [1149, 741, 1562, 993]
article: [14, 1388, 386, 1833]
article-body: ΚΑΤΕΡΙΝΗ, 22.— Κατόπιν ἐνεργειῶν τοῦ βουλευτοῦ τοῦ νομοῦ, ἐνεκρίθη ἡ πίστωσις διὰ τὴν κατασκευὴν τοῦ νέου δημοτικοῦ σχολείου εἰς τὸ χωρίον Κολινδρός. Ἐπίσης ἐνεκρίθησαν πιστώσεις διὰ διάφορα ἔργα... ΚΑΤΕΡΙΝΗ, 22.— Κατόπιν ἐνεργειῶν τοῦ βουλευτοῦ τοῦ νομοῦ, ἐνεκρίθη ἡ πίστωσις διὰ τὴν κατασκευὴν τοῦ νέου δημοτικοῦ σχολείου εἰς τὸ χωρίον Κολινδρός. Ἐπίσης ἐνεκρίθησαν πιστώσεις διὰ διάφορα ἔργα... ΚΑΤΕΡΙΝΗ, 22.— Κατόπιν ἐνεργειῶν τοῦ βουλευτοῦ τοῦ νομοῦ, ἐνεκρίθη ἡ πίστωσις διὰ τὴν κατασκευὴν τοῦ νέου δημοτικοῦ σχολείου εἰς τὸ χωρίον Κολινδρός. Ἐπίσης ἐνεκρίθησαν πιστώσεις διὰ διάφορα ἔργα... ΚΑΤΕΡΙΝΗ, 22.— Κατόπιν ἐνεργειῶν τοῦ βουλευτοῦ τοῦ νομοῦ, ἐνεκρίθη ἡ πίστωσις διὰ τὴν κατασκευὴν τοῦ νέου δημοτικοῦ σχολείου εἰς τὸ χωρίον Κολινδρός. Ἐπίσης ἐνεκρίθησαν πιστώσεις διὰ διάφορα ἔργα...: [14, 1947, 386, 2280]
section-banner: ΕΠΑΡΧΙΑΚΑΙ ΕΙΔΗΣΕΙΣ: [14, 1851, 386, 1939]
price-table: [422, 887, 579, 968]
headline: ΘΑ ΑΥΞΗΘΗ ΚΑΤΑ 50 0/0 ΤΟ ΥΠΕΡΠΡΙΣΜΙΚΟΝ ΕΠΙΔΟΜΑ ΔΙΚΑΣΤΙΚΩΝ ΥΠΑΛΛΗΛΩΝ: [410, 1811, 572, 1867]
article-body: ΑΘΗΝΑΙ, 22.— Τὸ ὑπουργεῖον γεωργίας διαψεύδει ὅτι γίνεται χρῆσις ὁρμονῶν εἰς τὴν πουλερικά... ΑΘΗΝΑΙ, 22.— Τὸ ὑπουργεῖον γεωργίας διαψεύδει ὅτι γίνεται χρῆσις ὁρμονῶν εἰς τὴν πουλερικά... ΑΘΗΝΑΙ, 22.— Τὸ ὑπουργεῖον γεωργίας διαψεύδει ὅτι γίνεται χρῆσις ὁρμονῶν εἰς τὴν πουλερικά...: [403, 1547, 579, 1656]
arrows-icon: ●●●: [595, 1515, 630, 1537]
lead-subheadline: ΗΝΑΓΚΑΣΘΗ, ΟΜΩΣ, ΝΑ ΠΑΡΑΔΕΧΘΗ ΩΡΙΣΜΕΝΑΣ ΑΛΛΑ ΤΑΣ ΑΠΕΔΩΣΕΝ ΕΙΣ ΣΦΑΛΜΑΤΑ ΣΥΓΓΕΝΩΝ ΤΟΥ: [595, 103, 1133, 187]
article-body: ΣΥΝΕΧΕΙΑ τῆς συζητήσεως ἐν τῇ Βουλῇ. Ὁ κ. Κεφαλογιάννης ἀνῆλθεν εἰς τὸ βῆμα καὶ προσεπάθησε νὰ ἀνατρέψῃ τὰς κατηγορίας αἱ ὁποῖαι ἐξετοξεύθησαν ἐναντίον του. Εἶπεν ὅτι πᾶσαι αἱ ἐνέργειαί του ὑπῆρξαν νόμιμοι καὶ ὅτι οὐδέποτε ἐπωφελήθη τῆς θέσεώς του. Ἡ ἀντιπολίτευσις ὅμως ἀπήντησεν μὲ συγκεκριμένα στοιχεῖα. Ἐν συνεχείᾳ ὁ ὑπουργὸς παρεδέχθη ὡρισμένας ἐκ τῶν κατηγοριῶν ἀλλὰ τὰς ἀπέδωσεν εἰς σφάλματα συγγενῶν του, οἱ ὁποῖοι ἐνήργησαν χωρὶς τὴν ἔγκρισίν του. ΣΥΝΕΧΕΙΑ τῆς συζητήσεως ἐν τῇ Βουλῇ. Ὁ κ. Κεφαλογιάννης ἀνῆλθεν εἰς τὸ βῆμα καὶ προσεπάθησε νὰ ἀνατρέψῃ τὰς κατηγορίας αἱ ὁποῖαι ἐξετοξεύθησαν ἐναντίον του. Εἶπεν ὅτι πᾶσαι αἱ ἐνέργειαί του ὑπῆρξαν νόμιμοι καὶ ὅτι οὐδέποτε ἐπωφελήθη τῆς θέσεώς του. Ἡ ἀντιπολίτευσις ὅμως ἀπήντησεν μὲ συγκεκριμένα στοιχεῖα. Ἐν συνεχείᾳ ὁ ὑπουργὸς παρεδέχθη ὡρισμένας ἐκ τῶν κατηγοριῶν ἀλλὰ τὰς ἀπέδωσεν εἰς σφάλματα συγγενῶν του, οἱ ὁποῖοι ἐνήργησαν χωρὶς τὴν ἔγκρισίν του. ΣΥΝΕΧΕΙΑ τῆς συζητήσεως ἐν τῇ Βουλῇ. Ὁ κ. Κεφαλογιάννης ἀνῆλθεν εἰς τὸ βῆμα καὶ προσεπάθησε νὰ ἀνατρέψῃ τὰς κατηγορίας αἱ ὁποῖαι ἐξετοξεύθησαν ἐναντίον του. Εἶπεν ὅτι πᾶσαι αἱ ἐνέργειαί του ὑπῆρξαν νόμιμοι καὶ ὅτι οὐδέποτε ἐπωφελήθη τῆς θέσεώς του. Ἡ ἀντιπολίτευσις ὅμως ἀπήντησεν μὲ συγκεκριμένα στοιχεῖα. Ἐν συνεχείᾳ ὁ ὑπουργὸς παρεδέχθη ὡρισμένας ἐκ τῶν κατηγοριῶν ἀλλὰ τὰς ἀπέδωσεν εἰς σφάλματα συγγενῶν του, οἱ ὁποῖοι ἐνήργησαν χωρὶς τὴν ἔγκρισίν του. ΑΙ ΚΑΤΗΓΟΡΙΑΙ Ἰδοὺ τώρα ποῖαι εἶναι αἱ κατηγορίαι αἱ ὁποῖαι διετυπώθησαν κατὰ τοῦ κ. Κεφαλογιάννη. Πρῶτον, ὅτι κατὰ παράβασιν τοῦ κανονισμοῦ ἐχορήγησεν ἀδείας ἀνεγέρσεως χοιροστασίων. Δεύτερον, ὅτι συνήργησεν εἰς τὴν ἀνταλλαγὴν οἰκοπέδων ἐπὶ ζημίᾳ τοῦ δημοσίου. Τρίτον, ὅτι ἐγνώριζε τὴν λειτουργίαν καταστημάτων ὅπου ἐγίνετο χρῆσις χασὶς καὶ ρουλέττα. Ἰδοὺ τώρα ποῖαι εἶναι αἱ κατηγορίαι αἱ ὁποῖαι διετυπώθησαν κατὰ τοῦ κ. Κεφαλογιάννη. Πρῶτον, ὅτι κατὰ παράβασιν τοῦ κανονισμοῦ ἐχορήγησεν ἀδείας ἀνεγέρσεως χοιροστασίων. Δεύτερον, ὅτι συνήργησεν εἰς τὴν ἀνταλλαγὴν οἰκοπέδων ἐπὶ ζημίᾳ τοῦ δημοσίου. Τρίτον, ὅτι ἐγνώριζε τὴν λειτουργίαν καταστημάτων ὅπου ἐγίνετο χρῆσις χασὶς καὶ ρουλέττα. Ἰδοὺ τώρα ποῖαι εἶναι αἱ κατηγορίαι αἱ ὁποῖαι διετυπώθησαν κατὰ τοῦ κ. Κεφαλογιάννη. Πρῶτον, ὅτι κατὰ παράβασιν τοῦ κανονισμοῦ ἐχορήγησεν ἀδείας ἀνεγέρσεως χοιροστασίων. Δεύτερον, ὅτι συνήργησεν εἰς τὴν ἀνταλλαγὴν οἰκοπέδων ἐπὶ ζημίᾳ τοῦ δημοσίου. Τρίτον, ὅτι ἐγνώριζε τὴν λειτουργίαν καταστημάτων ὅπου ἐγίνετο χρῆσις χασὶς καὶ ρουλέττα. ΠΑΡΑΒΑΣΙΣ ΚΑΝΟΝΙΣΜΟΥ ΣΥΝΕΧΕΙΑ τῆς συζητήσεως ἐν τῇ Βουλῇ. Ὁ κ. Κεφαλογιάννης ἀνῆλθεν εἰς τὸ βῆμα καὶ προσεπάθησε νὰ ἀνατρέψῃ τὰς κατηγορίας αἱ ὁποῖαι ἐξετοξεύθησαν ἐναντίον του. Εἶπεν ὅτι πᾶσαι αἱ ἐνέργειαί του ὑπῆρξαν νόμιμοι καὶ ὅτι οὐδέποτε ἐπωφελήθη τῆς θέσεώς του. Ἡ ἀντιπολίτευσις ὅμως ἀπήντησεν μὲ συγκεκριμένα στοιχεῖα. Ἐν συνεχείᾳ ὁ ὑπουργὸς παρεδέχθη ὡρισμένας ἐκ τῶν κατηγοριῶν ἀλλὰ τὰς ἀπέδωσεν εἰς σφάλματα συγγενῶν του, οἱ ὁποῖοι ἐνήργησαν χωρὶς τὴν ἔγκρισίν του. Ἰδοὺ τώρα ποῖαι εἶναι αἱ κατηγορίαι αἱ ὁποῖαι διετυπώθησαν κατὰ τοῦ κ. Κεφαλογιάννη. Πρῶτον, ὅτι κατὰ παράβασιν τοῦ κανονισμοῦ ἐχορήγησεν ἀδείας ἀνεγέρσεως χοιροστασίων. Δεύτερον, ὅτι συνήργησεν εἰς τὴν ἀνταλλαγὴν οἰκοπέδων ἐπὶ ζημίᾳ τοῦ δημοσίου. Τρίτον, ὅτι ἐγνώριζε τὴν λειτουργίαν καταστημάτων ὅπου ἐγίνετο χρῆσις χασὶς καὶ ρουλέττα. ΣΥΝΕΧΕΙΑ τῆς συζητήσεως ἐν τῇ Βουλῇ. Ὁ κ. Κεφαλογιάννης ἀνῆλθεν εἰς τὸ βῆμα καὶ προσεπάθησε νὰ ἀνατρέψῃ τὰς κατηγορίας αἱ ὁποῖαι ἐξετοξεύθησαν ἐναντίον του. Εἶπεν ὅτι πᾶσαι αἱ ἐνέργειαί του ὑπῆρξαν νόμιμοι καὶ ὅτι οὐδέποτε ἐπωφελήθη τῆς θέσεώς του. Ἡ ἀντιπολίτευσις ὅμως ἀπήντησεν μὲ συγκεκριμένα στοιχεῖα. Ἐν συνεχείᾳ ὁ ὑπουργὸς παρεδέχθη ὡρισμένας ἐκ τῶν κατηγοριῶν ἀλλὰ τὰς ἀπέδωσεν εἰς σφάλματα συγγενῶν του, οἱ ὁποῖοι ἐνήργησαν χωρὶς τὴν ἔγκρισίν του. ΤΑ ΧΟΙΡΟΣΤΑΣΙΑ Ἰδοὺ τώρα ποῖαι εἶναι αἱ κατηγορίαι αἱ ὁποῖαι διετυπώθησαν κατὰ τοῦ κ. Κεφαλογιάννη. Πρῶτον, ὅτι κατὰ παράβασιν τοῦ κανονισμοῦ ἐχορήγησεν ἀδείας ἀνεγέρσεως χοιροστασίων. Δεύτερον, ὅτι συνήργησεν εἰς τὴν ἀνταλλαγὴν οἰκοπέδων ἐπὶ ζημίᾳ τοῦ δημοσίου. Τρίτον, ὅτι ἐγνώριζε τὴν λειτουργίαν καταστημάτων ὅπου ἐγίνετο χρῆσις χασὶς καὶ ρουλέττα. ΣΥΝΕΧΕΙΑ τῆς συζητήσεως ἐν τῇ Βουλῇ. Ὁ κ. Κεφαλογιάννης ἀνῆλθεν εἰς τὸ βῆμα καὶ προσεπάθησε νὰ ἀνατρέψῃ τὰς κατηγορίας αἱ ὁποῖαι ἐξετοξεύθησαν ἐναντίον του. Εἶπεν ὅτι πᾶσαι αἱ ἐνέργειαί του ὑπῆρξαν νόμιμοι καὶ ὅτι οὐδέποτε ἐπωφελήθη τῆς θέσεώς του. Ἡ ἀντιπολίτευσις ὅμως ἀπήντησεν μὲ συγκεκριμένα στοιχεῖα. Ἐν συνεχείᾳ ὁ ὑπουργὸς παρεδέχθη ὡρισμένας ἐκ τῶν κατηγοριῶν ἀλλὰ τὰς ἀπέδωσεν εἰς σφάλματα συγγενῶν του, οἱ ὁποῖοι ἐνήργησαν χωρὶς τὴν ἔγκρισίν του. Ἰδοὺ τώρα ποῖαι εἶναι αἱ κατηγορίαι αἱ ὁποῖαι διετυπώθησαν κατὰ τοῦ κ. Κεφαλογιάννη. Πρῶτον, ὅτι κατὰ παράβασιν τοῦ κανονισμοῦ ἐχορήγησεν ἀδείας ἀνεγέρσεως χοιροστασίων. Δεύτερον, ὅτι συνήργησεν εἰς τὴν ἀνταλλαγὴν οἰκοπέδων ἐπὶ ζημίᾳ τοῦ δημοσίου. Τρίτον, ὅτι ἐγνώριζε τὴν λειτουργίαν καταστημάτων ὅπου ἐγίνετο χρῆσις χασὶς καὶ ρουλέττα. Ο κ. ΜΠΡΕΣΙΜΑΣ Ὁ κ. Μπρεσίμας ὡς ἀρμόδιος ὑπουργὸς ἐδήλωσεν ὅτι θὰ διεξαχθῇ αὐστηρὰ ἀνάκρισις. Ἐζήτησε παρὰ τοῦ Σώματος νὰ ἀναμείνῃ τὰ ἀποτελέσματα τῆς ἐρεύνης πρὸ πάσης ἀποφάσεως. Ἡ συζήτησις θὰ συνεχισθῇ αὔριον. ΣΥΝΕΧΕΙΑ τῆς συζητήσεως ἐν τῇ Βουλῇ. Ὁ κ. Κεφαλογιάννης ἀνῆλθεν εἰς τὸ βῆμα καὶ προσεπάθησε νὰ ἀνατρέψῃ τὰς κατηγορίας αἱ ὁποῖαι ἐξετοξεύθησαν ἐναντίον του. Εἶπεν ὅτι πᾶσαι αἱ ἐνέργειαί του ὑπῆρξαν νόμιμοι καὶ ὅτι οὐδέποτε ἐπωφελήθη τῆς θέσεώς του. Ἡ ἀντιπολίτευσις ὅμως ἀπήντησεν μὲ συγκεκριμένα στοιχεῖα. Ἐν συνεχείᾳ ὁ ὑπουργὸς παρεδέχθη ὡρισμένας ἐκ τῶν κατηγοριῶν ἀλλὰ τὰς ἀπέδωσεν εἰς σφάλματα συγγενῶν του, οἱ ὁποῖοι ἐνήργησαν χωρὶς τὴν ἔγκρισίν του. Ὁ κ. Μπρεσίμας ὡς ἀρμόδιος ὑπουργὸς ἐδήλωσεν ὅτι θὰ διεξαχθῇ αὐστηρὰ ἀνάκρισις. Ἐζήτησε παρὰ τοῦ Σώματος νὰ ἀναμείνῃ τὰ ἀποτελέσματα τῆς ἐρεύνης πρὸ πάσης ἀποφάσεως. Ἡ συζήτησις θὰ συνεχισθῇ αὔριον. ΧΑΣΙΣ ΚΑΙ ΡΟΥΛΕΤΤΑ Ἰδοὺ τώρα ποῖαι εἶναι αἱ κατηγορίαι αἱ ὁποῖαι διετυπώθησαν κατὰ τοῦ κ. Κεφαλογιάννη. Πρῶτον, ὅτι κατὰ παράβασιν τοῦ κανονισμοῦ ἐχορήγησεν ἀδείας ἀνεγέρσεως χοιροστασίων. Δεύτερον, ὅτι συνήργησεν εἰς τὴν ἀνταλλαγὴν οἰκοπέδων ἐπὶ ζημίᾳ τοῦ δημοσίου. Τρίτον, ὅτι ἐγνώριζε τὴν λειτουργίαν καταστημάτων ὅπου ἐγίνετο χρῆσις χασὶς καὶ ρουλέττα. Ὁ κ. Μπρεσίμας ὡς ἀρμόδιος ὑπουργὸς ἐδήλωσεν ὅτι θὰ διεξαχθῇ αὐστηρὰ ἀνάκρισις. Ἐζήτησε παρὰ τοῦ Σώματος νὰ ἀναμείνῃ τὰ ἀποτελέσματα τῆς ἐρεύνης πρὸ πάσης ἀποφάσεως. Ἡ συζήτησις θὰ συνεχισθῇ αὔριον. ΠΩΣ ΕΛΑΒΕ ΓΝΩΣΙΝ ΣΥΝΕΧΕΙΑ τῆς συζητήσεως ἐν τῇ Βουλῇ. Ὁ κ. Κεφαλογιάννης ἀνῆλθεν εἰς τὸ βῆμα καὶ προσεπάθησε νὰ ἀνατρέψῃ τὰς κατηγορίας αἱ ὁποῖαι ἐξετοξεύθησαν ἐναντίον του. Εἶπεν ὅτι πᾶσαι αἱ ἐνέργειαί του ὑπῆρξαν νόμιμοι καὶ ὅτι οὐδέποτε ἐπωφελήθη τῆς θέσεώς του. Ἡ ἀντιπολίτευσις ὅμως ἀπήντησεν μὲ συγκεκριμένα στοιχεῖα. Ἐν συνεχείᾳ ὁ ὑπουργὸς παρεδέχθη ὡρισμένας ἐκ τῶν κατηγοριῶν ἀλλὰ τὰς ἀπέδωσεν εἰς σφάλματα συγγενῶν του, οἱ ὁποῖοι ἐνήργησαν χωρὶς τὴν ἔγκρισίν του. Ὁ κ. Μπρεσίμας ὡς ἀρμόδιος ὑπουργὸς ἐδήλωσεν ὅτι θὰ διεξαχθῇ αὐστηρὰ ἀνάκρισις. Ἐζήτησε παρὰ τοῦ Σώματος νὰ ἀναμείνῃ τὰ ἀποτελέσματα τῆς ἐρεύνης πρὸ πάσης ἀποφάσεως. Ἡ συζήτησις θὰ συνεχισθῇ αὔριον. ΤΟ ΑΝΤΑΛΛΑΓΜΑ ΤΟΝ ΟΙΚΟΠΕΔΟΝ Ἰδοὺ τώρα ποῖαι εἶναι αἱ κατηγορίαι αἱ ὁποῖαι διετυπώθησαν κατὰ τοῦ κ. Κεφαλογιάννη. Πρῶτον, ὅτι κατὰ παράβασιν τοῦ κανονισμοῦ ἐχορήγησεν ἀδείας ἀνεγέρσεως χοιροστασίων. Δεύτερον, ὅτι συνήργησεν εἰς τὴν ἀνταλλαγὴν οἰκοπέδων ἐπὶ ζημίᾳ τοῦ δημοσίου. Τρίτον, ὅτι ἐγνώριζε τὴν λειτουργίαν καταστημάτων ὅπου ἐγίνετο χρῆσις χασὶς καὶ ρουλέττα. ΣΥΝΕΧΕΙΑ τῆς συζητήσεως ἐν τῇ Βουλῇ. Ὁ κ. Κεφαλογιάννης ἀνῆλθεν εἰς τὸ βῆμα καὶ προσεπάθησε νὰ ἀνατρέψῃ τὰς κατηγορίας αἱ ὁποῖαι ἐξετοξεύθησαν ἐναντίον του. Εἶπεν ὅτι πᾶσαι αἱ ἐνέργειαί του ὑπῆρξαν νόμιμοι καὶ ὅτι οὐδέποτε ἐπωφελήθη τῆς θέσεώς του. Ἡ ἀντιπολίτευσις ὅμως ἀπήντησεν μὲ συγκεκριμένα στοιχεῖα. Ἐν συνεχείᾳ ὁ ὑπουργὸς παρεδέχθη ὡρισμένας ἐκ τῶν κατηγοριῶν ἀλλὰ τὰς ἀπέδωσεν εἰς σφάλματα συγγενῶν του, οἱ ὁποῖοι ἐνήργησαν χωρὶς τὴν ἔγκρισίν του. Ὁ κ. Μπρεσίμας ὡς ἀρμόδιος ὑπουργὸς ἐδήλωσεν ὅτι θὰ διεξαχθῇ αὐστηρὰ ἀνάκρισις. Ἐζήτησε παρὰ τοῦ Σώματος νὰ ἀναμείνῃ τὰ ἀποτελέσματα τῆς ἐρεύνης πρὸ πάσης ἀποφάσεως. Ἡ συζήτησις θὰ συνεχισθῇ αὔριον. Ἰδοὺ τώρα ποῖαι εἶναι αἱ κατηγορίαι αἱ ὁποῖαι διετυπώθησαν κατὰ τοῦ κ. Κεφαλογιάννη. Πρῶτον, ὅτι κατὰ παράβασιν τοῦ κανονισμοῦ ἐχορήγησεν ἀδείας ἀνεγέρσεως χοιροστασίων. Δεύτερον, ὅτι συνήργησεν εἰς τὴν ἀνταλλαγὴν οἰκοπέδων ἐπὶ ζημίᾳ τοῦ δημοσίου. Τρίτον, ὅτι ἐγνώριζε τὴν λειτουργίαν καταστημάτων ὅπου ἐγίνετο χρῆσις χασὶς καὶ ρουλέττα.: [595, 211, 1133, 1381]
headline: Η ΕΚΑΤΟΝΤΑΕΤΗΡΙΣ ΤΟΥ ΓΡΑΜΜΑΤΟΣΗΜΟΥ ΘΑ ΕΟΡΤΑΣΘΗ ΚΑΤΑ ΤΑΣ ΑΡΧΑΣ ΤΟΥ 1961: [22, 923, 378, 960]
headline: ΚΑΘΕΛΚΥΣΘΗ ΤΟ ΜΕΓΑΛΥΤΕΡΟΝ ΠΥΡΑΥΛΟΦΟΡΟΝ ΑΤΟΜΙΚΟΝ ΥΠΟΒΡΥΧΙΟΝ ΤΩΝ ΗΝΩΜ. ΠΟΛΙΤΕΙΩΝ: [1190, 1365, 1521, 1395]
city-heading: ΑΠΟ ΤΗΝ ΚΑΤΕΡΙΝΗΝ: [14, 2217, 144, 2231]
article-body: ΑΘΗΝΑΙ, 22.— Ἡ διαιτησία ἀπεφάσισε τὴν αὔξησιν τῶν ἡμερομισθίων τῶν ἐργατῶν καὶ τῶν μισθῶν τῶν ὑπαλλήλων τῆς χημικῆς βιομηχανίας κατὰ 8%... ΑΘΗΝΑΙ, 22.— Ἡ διαιτησία ἀπεφάσισε τὴν αὔξησιν τῶν ἡμερομισθίων τῶν ἐργατῶν καὶ τῶν μισθῶν τῶν ὑπαλλήλων τῆς χημικῆς βιομηχανίας κατὰ 8%...: [403, 466, 579, 583]
column-rule: [394, 0, 395, 2371]
continuation-marker: ●●● ΣΥΝΕΧΕΙΑ ἐκ τῆς 1ης σελίδος: [595, 1515, 797, 1537]
article-body: ΦΛΩΡΕΝΤΙΑ, 22 (Ρώυτερ).— Ἕνας νεκρὸς ἐκ τῶν καταρρακτωδῶν βροχῶν ποὺ ἔπληξαν τὴν περιοχήν. ΤΟΚΙΟ, 22 (Ρώυτερ).— Ἕνδεκα ὀρειβάται ἐφονεύθησαν ἐκ χιονοστιβάδος εἰς τὸ ὄρος Φουτζιγιάμα... ΘΥΜΑ ΤΩΝ ΒΡΟΧΩΝ ΦΛΩΡΕΝΤΙΑ, 22 (Ρώυτερ).— Ἕνας νεκρὸς ἐκ τῶν καταρρακτωδῶν βροχῶν ποὺ ἔπληξαν τὴν περιοχήν. ΤΟΚΙΟ, 22 (Ρώυτερ).— Ἕνδεκα ὀρειβάται ἐφονεύθησαν ἐκ χιονοστιβάδος εἰς τὸ ὄρος Φουτζιγιάμα... ΤΑ ΘΥΜΑΤΑ ΤΗΣ ΧΙΟΝΟΣΤΙΒΑΔΟΣ ΦΛΩΡΕΝΤΙΑ, 22 (Ρώυτερ).— Ἕνας νεκρὸς ἐκ τῶν καταρρακτωδῶν βροχῶν ποὺ ἔπληξαν τὴν περιοχήν. ΤΟΚΙΟ, 22 (Ρώυτερ).— Ἕνδεκα ὀρειβάται ἐφονεύθησαν ἐκ χιονοστιβάδος εἰς τὸ ὄρος Φουτζιγιάμα...: [1149, 1215, 1562, 1341]
subheading: ΕΙΣ ΤΑΣ ΑΘΗΝΑΣ: [442, 974, 540, 986]
headline: ΜΙΚΡΑΙ ΕΓΧΩΡΙΟΙ ΕΙΔΗΣΕΙΣ ΧΩΡΙΣ ΤΙΤΛΟΝ: [31, 1386, 368, 1406]
article-body: Ὑπὸ τὴν προεδρίαν τοῦ κ. Καρδαμάκη συνῆλθε τὸ συμβούλιον τοῦ Ἐπαγγελματικοῦ Ἐπιμελητηρίου Θεσσαλονίκης καὶ ἠσχολήθη μὲ διάφορα θέματα. — Αὔριον ἐγκαινιάζεται ἡ νέα αἴθουσα τοῦ Λαογραφικοῦ Μουσείου. — Ἀνεχώρησε διὰ τὰς Ἀθήνας ὁ νομάρχης... Ὑπὸ τὴν προεδρίαν τοῦ κ. Καρδαμάκη συνῆλθε τὸ συμβούλιον τοῦ Ἐπαγγελματικοῦ Ἐπιμελητηρίου Θεσσαλονίκης καὶ ἠσχολήθη μὲ διάφορα θέματα. — Αὔριον ἐγκαινιάζεται ἡ νέα αἴθουσα τοῦ Λαογραφικοῦ Μουσείου. — Ἀνεχώρησε διὰ τὰς Ἀθήνας ὁ νομάρχης... Ὑπὸ τὴν προεδρίαν τοῦ κ. Καρδαμάκη συνῆλθε τὸ συμβούλιον τοῦ Ἐπαγγελματικοῦ Ἐπιμελητηρίου Θεσσαλονίκης καὶ ἠσχολήθη μὲ διάφορα θέματα. — Αὔριον ἐγκαινιάζεται ἡ νέα αἴθουσα τοῦ Λαογραφικοῦ Μουσείου. — Ἀνεχώρησε διὰ τὰς Ἀθήνας ὁ νομάρχης... Ὑπὸ τὴν προεδρίαν τοῦ κ. Καρδαμάκη συνῆλθε τὸ συμβούλιον τοῦ Ἐπαγγελματικοῦ Ἐπιμελητηρίου Θεσσαλονίκης καὶ ἠσχολήθη μὲ διάφορα θέματα. — Αὔριον ἐγκαινιάζεται ἡ νέα αἴθουσα τοῦ Λαογραφικοῦ Μουσείου. — Ἀνεχώρησε διὰ τὰς Ἀθήνας ὁ νομάρχης... Ὑπὸ τὴν προεδρίαν τοῦ κ. Καρδαμάκη συνῆλθε τὸ συμβούλιον τοῦ Ἐπαγγελματικοῦ Ἐπιμελητηρίου Θεσσαλονίκης καὶ ἠσχολήθη μὲ διάφορα θέματα. — Αὔριον ἐγκαινιάζεται ἡ νέα αἴθουσα τοῦ Λαογραφικοῦ Μουσείου. — Ἀνεχώρησε διὰ τὰς Ἀθήνας ὁ νομάρχης... Ὑπὸ τὴν προεδρίαν τοῦ κ. Καρδαμάκη συνῆλθε τὸ συμβούλιον τοῦ Ἐπαγγελματικοῦ Ἐπιμελητηρίου Θεσσαλονίκης καὶ ἠσχολήθη μὲ διάφορα θέματα. — Αὔριον ἐγκαινιάζεται ἡ νέα αἴθουσα τοῦ Λαογραφικοῦ Μουσείου. — Ἀνεχώρησε διὰ τὰς Ἀθήνας ὁ νομάρχης... Ὑπὸ τὴν προεδρίαν τοῦ κ. Καρδαμάκη συνῆλθε τὸ συμβούλιον τοῦ Ἐπαγγελματικοῦ Ἐπιμελητηρίου Θεσσαλονίκης καὶ ἠσχολήθη μὲ διάφορα θέματα. — Αὔριον ἐγκαινιάζεται ἡ νέα αἴθουσα τοῦ Λαογραφικοῦ Μουσείου. — Ἀνεχώρησε διὰ τὰς Ἀθήνας ὁ νομάρχης... Ὑπὸ τὴν προεδρίαν τοῦ κ. Καρδαμάκη συνῆλθε τὸ συμβούλιον τοῦ Ἐπαγγελματικοῦ Ἐπιμελητηρίου Θεσσαλονίκης καὶ ἠσχολήθη μὲ διάφορα θέματα. — Αὔριον ἐγκαινιάζεται ἡ νέα αἴθουσα τοῦ Λαογραφικοῦ Μουσείου. — Ἀνεχώρησε διὰ τὰς Ἀθήνας ὁ νομάρχης...: [14, 1408, 386, 1830]
subheadline: ΕΝΔΕΚΑ ΤΑ ΘΥΜΑΤΑ ΤΟΥ ΟΡΟΥΣ ΦΟΥΤΖΙΓΙΑΜΑ: [1200, 1196, 1511, 1210]
article-body: ΑΘΗΝΑΙ, 22.— Ἐγκρίνεται ἡ αὔξησις τοῦ ἐπιδόματος τῶν δικαστικῶν ὑπαλλήλων... ΑΘΗΝΑΙ, 22.— Ἐγκρίνεται ἡ αὔξησις τοῦ ἐπιδόματος τῶν δικαστικῶν ὑπαλλήλων...: [409, 1869, 573, 1942]
subheadline: ΔΕΝ ΕΧΟΥΝ ΧΡΗΜΑΤΑ ΝΑ ΕΠΙΣΤΡΕΨΟΥΝ: [36, 38, 364, 58]
table-row: Κόσμιαι 232.00—233.00: [422, 899, 574, 911]
article: [403, 1301, 579, 1488]
article-body: τῆς σχετικῆς συμβάσεως μὲ τὴν ΔΕΗ καὶ ἀπεκάλυψεν ὅτι ἡ τιμὴ τῆς ἠλεκτρικῆς ἐνεργείας ἡ ὁποία θὰ διατεθῇ εἰς τὸ ἐργοστάσιον ἀλουμινίου εἶναι κατωτέρα τοῦ κόστους παραγωγῆς. Ἡ κυβέρνησις προσπαθεῖ νὰ συγκαλύψῃ τὸ σκάνδαλον διὰ ψευδῶν ἀνακοινώσεων. Τὸ κόστος τοῦ ἔργου ἀνέρχεται εἰς ἑκατομμύρια δολλαρίων. τῆς σχετικῆς συμβάσεως μὲ τὴν ΔΕΗ καὶ ἀπεκάλυψεν ὅτι ἡ τιμὴ τῆς ἠλεκτρικῆς ἐνεργείας ἡ ὁποία θὰ διατεθῇ εἰς τὸ ἐργοστάσιον ἀλουμινίου εἶναι κατωτέρα τοῦ κόστους παραγωγῆς. Ἡ κυβέρνησις προσπαθεῖ νὰ συγκαλύψῃ τὸ σκάνδαλον διὰ ψευδῶν ἀνακοινώσεων. Τὸ κόστος τοῦ ἔργου ἀνέρχεται εἰς ἑκατομμύρια δολλαρίων. Ὁ κ. Πεζμαζόγλου ἐτόνισεν ὅτι τὸ δυναμικὸν τῆς χώρας δὲν ἐπιτρέπει τοιαύτας παραχωρήσεις. Οἱ συνεταῖροι τῆς ἑταιρείας ἐξασφαλίζουν τεράστια κέρδη εἰς βάρος τοῦ ἑλληνικοῦ λαοῦ. ΤΟ ΚΟΣΤΟΣ ΤΟΥ ΕΡΓΟΥ τῆς σχετικῆς συμβάσεως μὲ τὴν ΔΕΗ καὶ ἀπεκάλυψεν ὅτι ἡ τιμὴ τῆς ἠλεκτρικῆς ἐνεργείας ἡ ὁποία θὰ διατεθῇ εἰς τὸ ἐργοστάσιον ἀλουμινίου εἶναι κατωτέρα τοῦ κόστους παραγωγῆς. Ἡ κυβέρνησις προσπαθεῖ νὰ συγκαλύψῃ τὸ σκάνδαλον διὰ ψευδῶν ἀνακοινώσεων. Τὸ κόστος τοῦ ἔργου ἀνέρχεται εἰς ἑκατομμύρια δολλαρίων. Ὁ κ. Πεζμαζόγλου ἐτόνισεν ὅτι τὸ δυναμικὸν τῆς χώρας δὲν ἐπιτρέπει τοιαύτας παραχωρήσεις. Οἱ συνεταῖροι τῆς ἑταιρείας ἐξασφαλίζουν τεράστια κέρδη εἰς βάρος τοῦ ἑλληνικοῦ λαοῦ. τῆς σχετικῆς συμβάσεως μὲ τὴν ΔΕΗ καὶ ἀπεκάλυψεν ὅτι ἡ τιμὴ τῆς ἠλεκτρικῆς ἐνεργείας ἡ ὁποία θὰ διατεθῇ εἰς τὸ ἐργοστάσιον ἀλουμινίου εἶναι κατωτέρα τοῦ κόστους παραγωγῆς. Ἡ κυβέρνησις προσπαθεῖ νὰ συγκαλύψῃ τὸ σκάνδαλον διὰ ψευδῶν ἀνακοινώσεων. Τὸ κόστος τοῦ ἔργου ἀνέρχεται εἰς ἑκατομμύρια δολλαρίων. ΤΟ ΔΥΝΑΜΙΚΟΝ ΤΗΣ ΧΩΡΑΣ Ὁ κ. Πεζμαζόγλου ἐτόνισεν ὅτι τὸ δυναμικὸν τῆς χώρας δὲν ἐπιτρέπει τοιαύτας παραχωρήσεις. Οἱ συνεταῖροι τῆς ἑταιρείας ἐξασφαλίζουν τεράστια κέρδη εἰς βάρος τοῦ ἑλληνικοῦ λαοῦ. τῆς σχετικῆς συμβάσεως μὲ τὴν ΔΕΗ καὶ ἀπεκάλυψεν ὅτι ἡ τιμὴ τῆς ἠλεκτρικῆς ἐνεργείας ἡ ὁποία θὰ διατεθῇ εἰς τὸ ἐργοστάσιον ἀλουμινίου εἶναι κατωτέρα τοῦ κόστους παραγωγῆς. Ἡ κυβέρνησις προσπαθεῖ νὰ συγκαλύψῃ τὸ σκάνδαλον διὰ ψευδῶν ἀνακοινώσεων. Τὸ κόστος τοῦ ἔργου ἀνέρχεται εἰς ἑκατομμύρια δολλαρίων. Ὁ κ. Πεζμαζόγλου ἐτόνισεν ὅτι τὸ δυναμικὸν τῆς χώρας δὲν ἐπιτρέπει τοιαύτας παραχωρήσεις. Οἱ συνεταῖροι τῆς ἑταιρείας ἐξασφαλίζουν τεράστια κέρδη εἰς βάρος τοῦ ἑλληνικοῦ λαοῦ. ΟΙ ΣΥΝΕΤΑΙΡΟΙ τῆς σχετικῆς συμβάσεως μὲ τὴν ΔΕΗ καὶ ἀπεκάλυψεν ὅτι ἡ τιμὴ τῆς ἠλεκτρικῆς ἐνεργείας ἡ ὁποία θὰ διατεθῇ εἰς τὸ ἐργοστάσιον ἀλουμινίου εἶναι κατωτέρα τοῦ κόστους παραγωγῆς. Ἡ κυβέρνησις προσπαθεῖ νὰ συγκαλύψῃ τὸ σκάνδαλον διὰ ψευδῶν ἀνακοινώσεων. Τὸ κόστος τοῦ ἔργου ἀνέρχεται εἰς ἑκατομμύρια δολλαρίων. Ὁ κ. Πεζμαζόγλου ἐτόνισεν ὅτι τὸ δυναμικὸν τῆς χώρας δὲν ἐπιτρέπει τοιαύτας παραχωρήσεις. Οἱ συνεταῖροι τῆς ἑταιρείας ἐξασφαλίζουν τεράστια κέρδη εἰς βάρος τοῦ ἑλληνικοῦ λαοῦ. τῆς σχετικῆς συμβάσεως μὲ τὴν ΔΕΗ καὶ ἀπεκάλυψεν ὅτι ἡ τιμὴ τῆς ἠλεκτρικῆς ἐνεργείας ἡ ὁποία θὰ διατεθῇ εἰς τὸ ἐργοστάσιον ἀλουμινίου εἶναι κατωτέρα τοῦ κόστους παραγωγῆς. Ἡ κυβέρνησις προσπαθεῖ νὰ συγκαλύψῃ τὸ σκάνδαλον διὰ ψευδῶν ἀνακοινώσεων. Τὸ κόστος τοῦ ἔργου ἀνέρχεται εἰς ἑκατομμύρια δολλαρίων. Ὁ κ. Πεζμαζόγλου ἐτόνισεν ὅτι τὸ δυναμικὸν τῆς χώρας δὲν ἐπιτρέπει τοιαύτας παραχωρήσεις. Οἱ συνεταῖροι τῆς ἑταιρείας ἐξασφαλίζουν τεράστια κέρδη εἰς βάρος τοῦ ἑλληνικοῦ λαοῦ.: [595, 1536, 1133, 2005]
column-2: [397, 0, 585, 2371]
article-body: Ἡ «Εὔξεινος Λέσχη» Θεσσαλονίκης ἀνακοινοῖ ὅτι δέχεται αἰτήσεις φοιτητῶν διὰ τὴν εἰσαγωγήν των εἰς τὸν «Οἶκον» αὐτῆς. Αἱ αἰτήσεις ὑποβάλλονται μέχρι τέλους τοῦ μηνὸς εἰς τὰ γραφεῖα τῆς Λέσχης... Ἡ «Εὔξεινος Λέσχη» Θεσσαλονίκης ἀνακοινοῖ ὅτι δέχεται αἰτήσεις φοιτητῶν διὰ τὴν εἰσαγωγήν των εἰς τὸν «Οἶκον» αὐτῆς. Αἱ αἰτήσεις ὑποβάλλονται μέχρι τέλους τοῦ μηνὸς εἰς τὰ γραφεῖα τῆς Λέσχης... Ἡ «Εὔξεινος Λέσχη» Θεσσαλονίκης ἀνακοινοῖ ὅτι δέχεται αἰτήσεις φοιτητῶν διὰ τὴν εἰσαγωγήν των εἰς τὸν «Οἶκον» αὐτῆς. Αἱ αἰτήσεις ὑποβάλλονται μέχρι τέλους τοῦ μηνὸς εἰς τὰ γραφεῖα τῆς Λέσχης... Ἡ «Εὔξεινος Λέσχη» Θεσσαλονίκης ἀνακοινοῖ ὅτι δέχεται αἰτήσεις φοιτητῶν διὰ τὴν εἰσαγωγήν των εἰς τὸν «Οἶκον» αὐτῆς. Αἱ αἰτήσεις ὑποβάλλονται μέχρι τέλους τοῦ μηνὸς εἰς τὰ γραφεῖα τῆς Λέσχης... Ἡ «Εὔξεινος Λέσχη» Θεσσαλονίκης ἀνακοινοῖ ὅτι δέχεται αἰτήσεις φοιτητῶν διὰ τὴν εἰσαγωγήν των εἰς τὸν «Οἶκον» αὐτῆς. Αἱ αἰτήσεις ὑποβάλλονται μέχρι τέλους τοῦ μηνὸς εἰς τὰ γραφεῖα τῆς Λέσχης... Ἡ «Εὔξεινος Λέσχη» Θεσσαλονίκης ἀνακοινοῖ ὅτι δέχεται αἰτήσεις φοιτητῶν διὰ τὴν εἰσαγωγήν των εἰς τὸν «Οἶκον» αὐτῆς. Αἱ αἰτήσεις ὑποβάλλονται μέχρι τέλους τοῦ μηνὸς εἰς τὰ γραφεῖα τῆς Λέσχης...: [14, 1157, 386, 1369]
article: [403, 1957, 579, 2132]
subheading: ΘΥΜΑ ΤΩΝ ΒΡΟΧΩΝ: [1194, 1290, 1306, 1302]
subheading: ΤΟ ΔΥΝΑΜΙΚΟΝ ΤΗΣ ΧΩΡΑΣ: [785, 1765, 943, 1777]
city-heading: ΑΠΟ ΤΗΝ ΓΟΥΜΕΝΙΣΣΑΝ: [14, 1954, 161, 1968]
article: [1149, 1007, 1562, 1161]
subheading: ΤΟ ΚΟΣΤΟΣ ΤΟΥ ΕΡΓΟΥ: [614, 1869, 748, 1881]
article: [403, 1803, 579, 1950]
subheading: ΤΑ ΘΥΜΑΤΑ ΤΗΣ ΧΙΟΝΟΣΤΙΒΑΔΟΣ: [1365, 1256, 1556, 1267]
headline: 295,00 ΔΡΑΧ. Η ΧΡΥΣΗ ΛΙΡΑ ΕΙΣ ΤΗΝ ΘΕΣΣΑΛΟΝΙΚΗΝ ΚΑΙ ΤΑΣ ΑΘΗΝΑΣ: [410, 779, 572, 834]
subheadline: ΗΡΧΙΣΑΝ ΤΑΣ ΕΠΑΦΑΣ ΕΙΣ ΘΕΣΣΑΛΟΝΙΚΗΝ: [1203, 62, 1507, 77]
article-body: ΑΘΗΝΑΙ, 22.— Ἡ χρυσῆ λίρα ἐπωλήθη σήμερον εἰς 295 δραχμάς...: [403, 989, 579, 1013]
regional-news: [14, 1947, 386, 2290]
subheading: ΟΙ ΣΥΝΕΤΑΙΡΟΙ: [1004, 1588, 1089, 1600]
headline: ΕΛΛΗΝΕΣ ΕΡΓΑΤΑΙ ΕΧΟΥΝ ΑΠΟΚΛΕΙΣΘΗ ΕΙΣ ΤΑ ΓΕΡΜΑΝΟΑΥΣΤΡΙΑΚΑ ΣΥΝΟΡΑ: [24, 2, 375, 37]
headline: ΑΥΞΑΝΟΝΤΑΙ ΤΑ ΗΜΕΡΟΜΙΣΘΙΑ ΤΩΝ ΕΡΓΑΤΩΝ-ΥΠΑΛΛΗΛΩΝ ΧΗΜΙΚΗΣ ΒΙΟΜΗΧΑΝΙΑΣ: [411, 407, 571, 463]
article-body: ΑΘΗΝΑΙ, 22.— Αὔριον οἱ ἐν Ἑλλάδι διαμένοντες Ἀμερικανοὶ θὰ ἑορτάσουν τὴν ἡμέραν τῶν Εὐχαριστιῶν... ΑΘΗΝΑΙ, 22.— Αὔριον οἱ ἐν Ἑλλάδι διαμένοντες Ἀμερικανοὶ θὰ ἑορτάσουν τὴν ἡμέραν τῶν Εὐχαριστιῶν...: [403, 669, 579, 765]
article: [403, 1028, 579, 1285]
article-body: Διὰ ἀποφάσεως τῆς ἀγορανομίας ὡρίσθησαν αἱ νέαι τιμαὶ πωλήσεως τοῦ ζύθου εἰς τὰ καταστήματα τῆς πόλεως. Φιάλη 225 γραμμαρίων δρχ. 2.75, φιάλη 330 γραμμαρίων δρχ. 3.50... Διὰ ἀποφάσεως τῆς ἀγορανομίας ὡρίσθησαν αἱ νέαι τιμαὶ πωλήσεως τοῦ ζύθου εἰς τὰ καταστήματα τῆς πόλεως. Φιάλη 225 γραμμαρίων δρχ. 2.75, φιάλη 330 γραμμαρίων δρχ. 3.50... Διὰ ἀποφάσεως τῆς ἀγορανομίας ὡρίσθησαν αἱ νέαι τιμαὶ πωλήσεως τοῦ ζύθου εἰς τὰ καταστήματα τῆς πόλεως. Φιάλη 225 γραμμαρίων δρχ. 2.75, φιάλη 330 γραμμαρίων δρχ. 3.50...: [403, 1071, 579, 1284]
column-rule: [3, 0, 4, 2371]
headline: ΕΙΣ ΝΕΚΡΟΣ ΕΚ ΤΩΝ ΒΡΟΧΩΝ ΕΙΣ ΤΗΝ ΙΤΑΛΙΑΝ: [1167, 1173, 1544, 1193]
headline: ΑΙ ΓΕΩΤΡΗΣΕΙΣ ΔΙΑ ΠΕΤΡΕΛΑΙΑ ΕΙΣ Ν. ΟΡΕΣΤΙΑΔΑ ΚΑΙ ΖΑΚΥΝΘΟΝ: [428, 3, 554, 58]
subheading: ΤΑ ΧΟΙΡΟΣΤΑΣΙΑ: [815, 578, 912, 590]
aluminium-article: [595, 1396, 1133, 2006]
headline: Η ΚΥΒΕΡΝΗΣΙΣ ΑΓΝΟΕΙ ΤΟΝ ΙΑΤΡΙΚΟΝ ΚΟΣΜΟΝ ΚΑΤΑ ΤΗΝ ΚΑΤΑΡΤΙΣΙΝ ΤΩΝ ΣΧΕΤΙΚΩΝ Ν. Δ.: [1149, 1457, 1562, 1489]
subheading: Ο κ. ΜΠΡΕΣΙΜΑΣ: [816, 1064, 911, 1076]
article: [1149, 4, 1562, 524]
article-body: Ἐπιτροπὴ καπνεργατῶν καὶ καπνεργατριῶν ἐπεσκέφθη τὸν ὑπουργὸν ἐργασίας καὶ ἐζήτησε τὴν ἐπιδότησιν τῶν ἀνέργων. Ὁ ὑπουργὸς ἠρνήθη ἰσχυρισθεὶς ὅτι δὲν ὑπάρχουν κονδύλια. Οἱ συνταξιοῦχοι ἐπέδωσαν ὑπόμνημα διαμαρτυρίας... Ἐπιτροπὴ καπνεργατῶν καὶ καπνεργατριῶν ἐπεσκέφθη τὸν ὑπουργὸν ἐργασίας καὶ ἐζήτησε τὴν ἐπιδότησιν τῶν ἀνέργων. Ὁ ὑπουργὸς ἠρνήθη ἰσχυρισθεὶς ὅτι δὲν ὑπάρχουν κονδύλια. Οἱ συνταξιοῦχοι ἐπέδωσαν ὑπόμνημα διαμαρτυρίας... ΟΙ ΣΥΝΤΑΞΙΟΥΧΟΙ Ἐπιτροπὴ καπνεργατῶν καὶ καπνεργατριῶν ἐπεσκέφθη τὸν ὑπουργὸν ἐργασίας καὶ ἐζήτησε τὴν ἐπιδότησιν τῶν ἀνέργων. Ὁ ὑπουργὸς ἠρνήθη ἰσχυρισθεὶς ὅτι δὲν ὑπάρχουν κονδύλια. Οἱ συνταξιοῦχοι ἐπέδωσαν ὑπόμνημα διαμαρτυρίας... Ἐπιτροπὴ καπνεργατῶν καὶ καπνεργατριῶν ἐπεσκέφθη τὸν ὑπουργὸν ἐργασίας καὶ ἐζήτησε τὴν ἐπιδότησιν τῶν ἀνέργων. Ὁ ὑπουργὸς ἠρνήθη ἰσχυρισθεὶς ὅτι δὲν ὑπάρχουν κονδύλια. Οἱ συνταξιοῦχοι ἐπέδωσαν ὑπόμνημα διαμαρτυρίας...: [1149, 814, 1562, 993]
